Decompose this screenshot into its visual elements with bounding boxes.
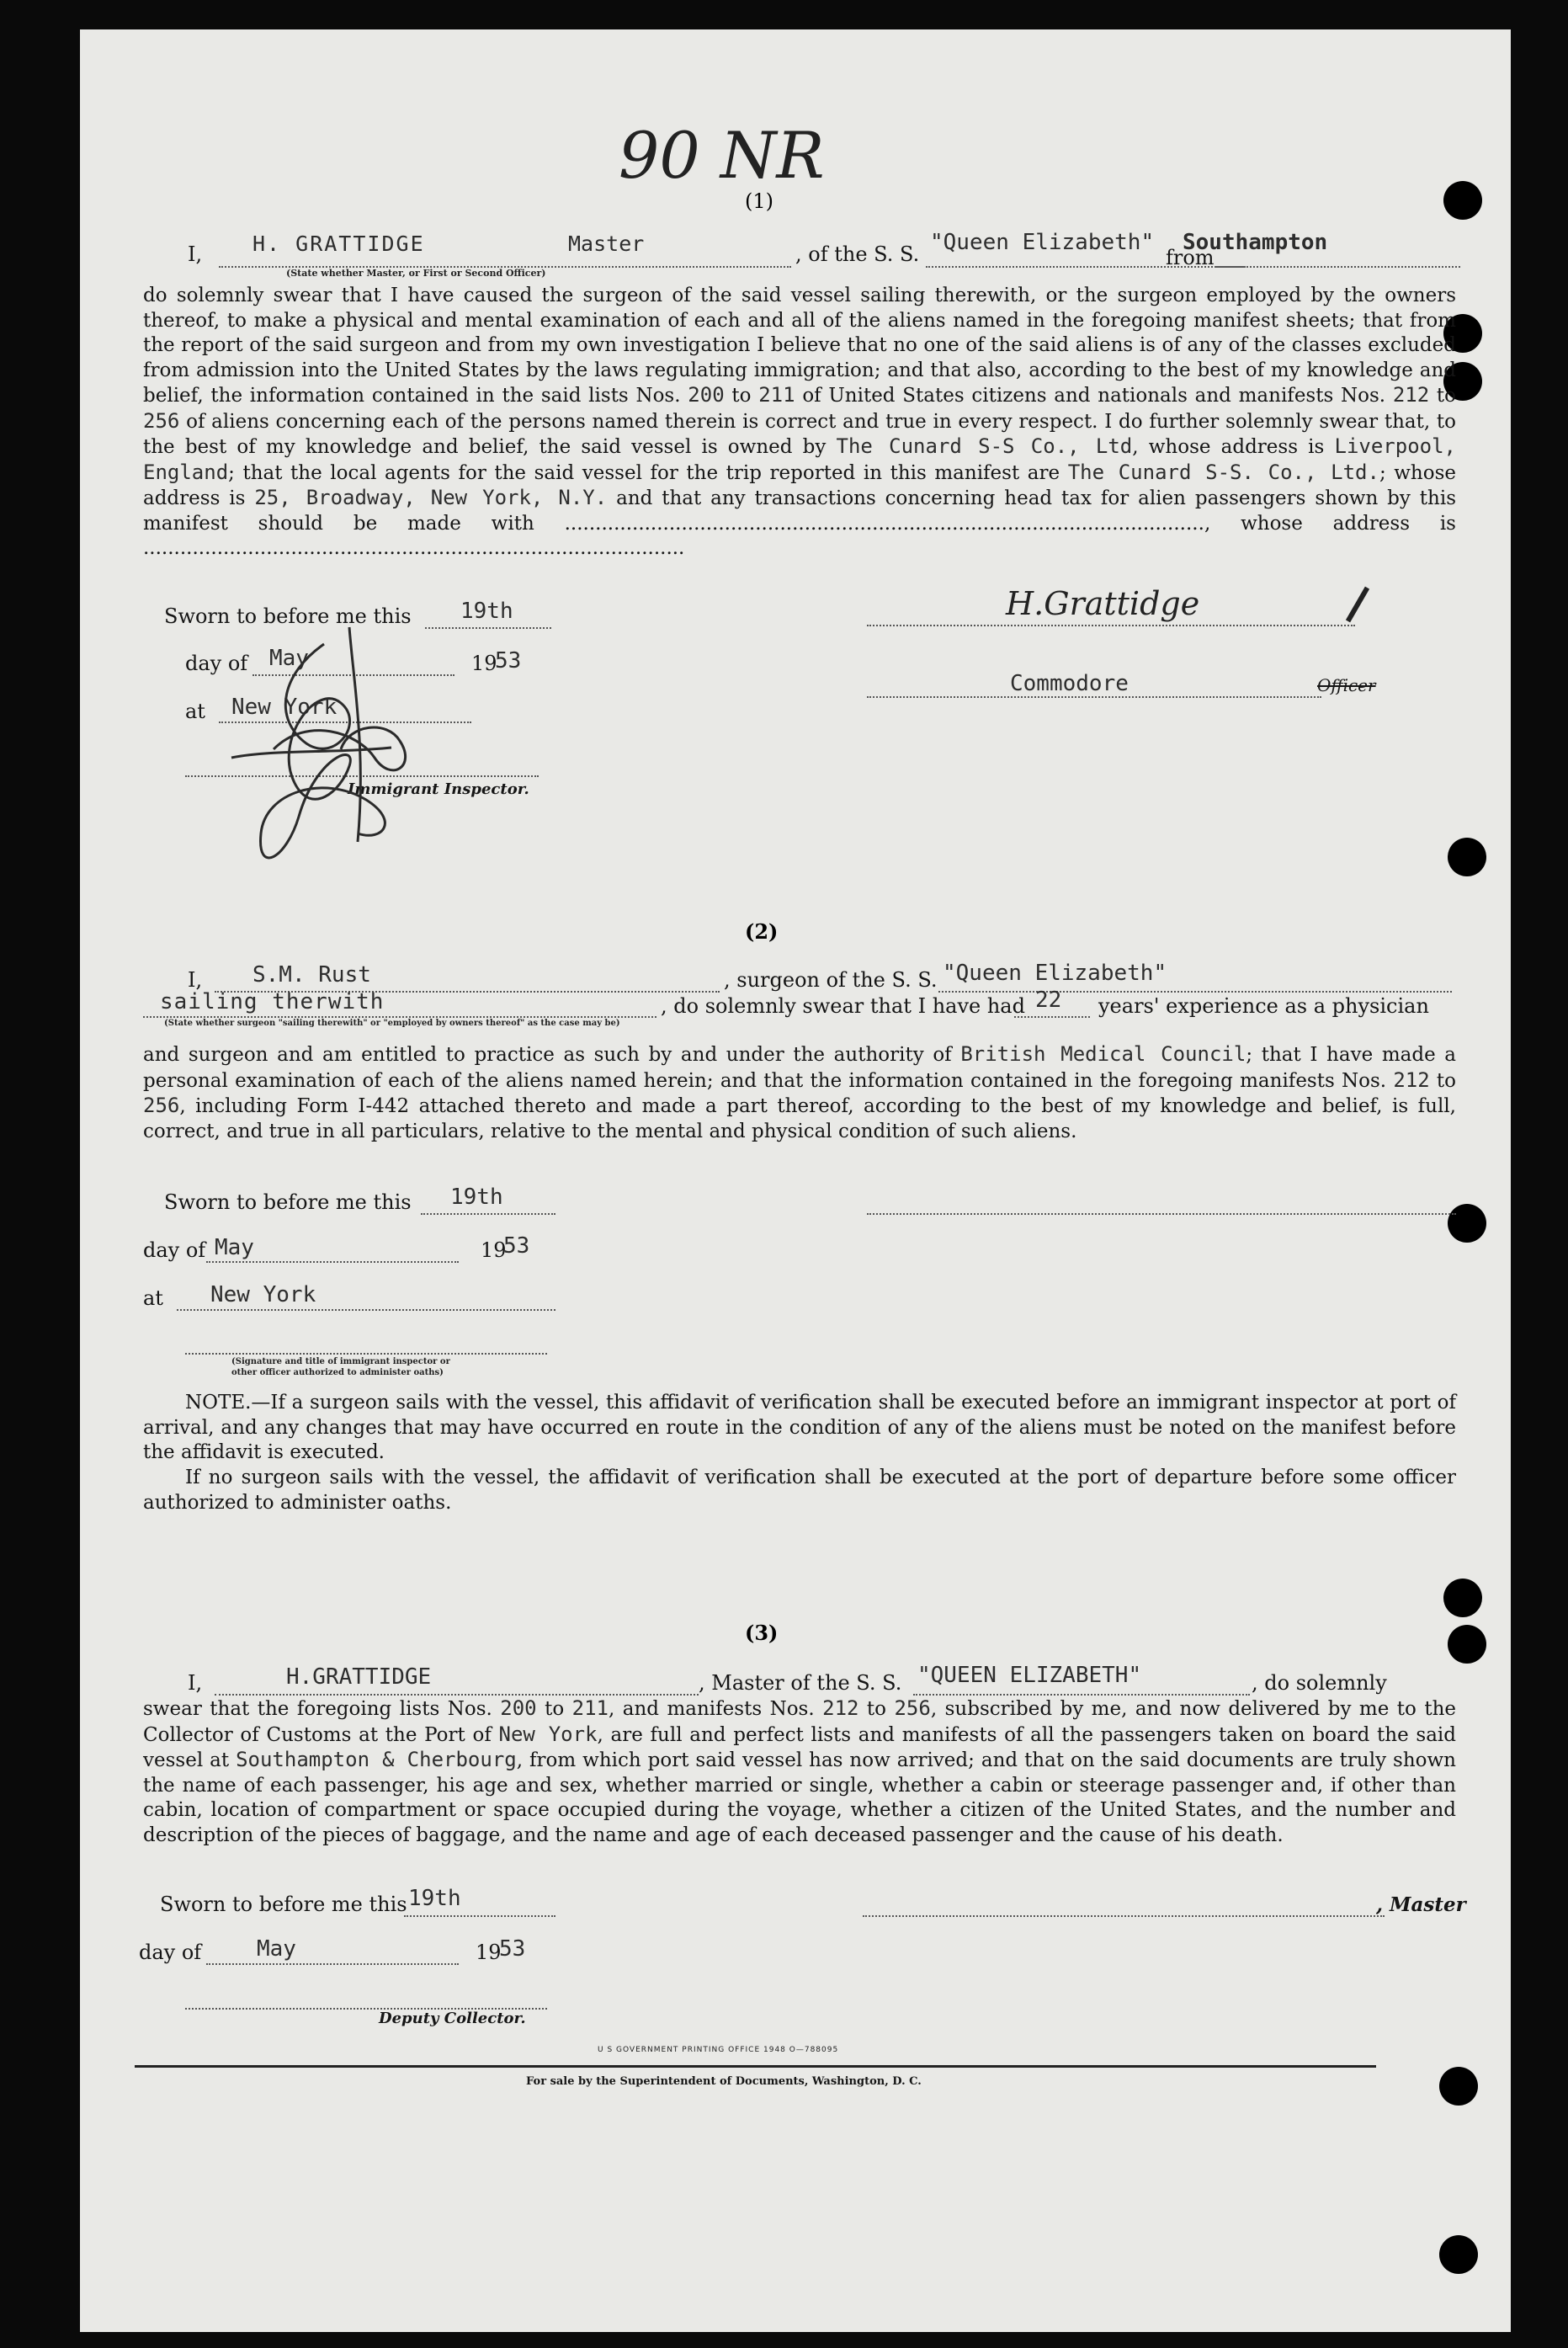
from-label: from <box>1166 246 1215 269</box>
surgeon-name: S.M. Rust <box>252 962 371 988</box>
day-of-label: day of <box>139 1941 202 1964</box>
i-label: I, <box>188 1671 203 1695</box>
sworn-label: Sworn to before me this <box>164 604 412 628</box>
year-prefix: 19 <box>481 1238 507 1262</box>
sworn-day: 19th <box>408 1886 461 1911</box>
month: May <box>215 1235 254 1260</box>
pen-mark <box>1346 587 1369 623</box>
sworn-day: 19th <box>460 599 513 624</box>
month: May <box>269 646 309 671</box>
year-prefix: 19 <box>471 652 497 675</box>
ship-name: "QUEEN ELIZABETH" <box>917 1663 1142 1688</box>
years-label: years' experience as a physician <box>1098 994 1429 1018</box>
sworn-label: Sworn to before me this <box>164 1190 412 1214</box>
surgeon-ship: "Queen Elizabeth" <box>943 961 1167 986</box>
day-of-label: day of <box>185 652 248 675</box>
section2-paragraph: and surgeon and am entitled to practice as such by and under the authority of British Medical Council; that I have made a personal examination of each of the aliens named herein; and that the information contained in the foregoing manifests Nos. 212 to 256, including Form I-442 attached thereto and made a part thereof, according to the best of my knowledge and belief, is full, correct, and true in all particulars, relative to the mental and physical condition of such aliens. <box>143 1042 1457 1142</box>
year-suffix: 53 <box>499 1936 526 1962</box>
officer-label: Officer <box>1317 675 1376 695</box>
section-number: (1) <box>745 189 773 213</box>
master-name: H. GRATTIDGE <box>252 232 425 256</box>
year-suffix: 53 <box>503 1233 530 1259</box>
gpo-line: U S GOVERNMENT PRINTING OFFICE 1948 O—788095 <box>598 2046 839 2054</box>
master-rank: Master <box>568 232 645 256</box>
month: May <box>257 1936 296 1962</box>
place: New York <box>231 695 338 720</box>
signer-title: Commodore <box>1010 671 1129 696</box>
master-signature: H.Grattidge <box>1006 585 1200 622</box>
i-label: I, <box>188 968 203 992</box>
inspector-signature <box>223 623 501 901</box>
swear-label: , do solemnly swear that I have had <box>661 994 1025 1018</box>
collector-caption: Deputy Collector. <box>379 2010 526 2027</box>
sailing-status: sailing therwith <box>160 989 385 1014</box>
master-name: H.GRATTIDGE <box>286 1664 432 1690</box>
sig-caption-1: (Signature and title of immigrant inspector or <box>231 1357 450 1366</box>
place: New York <box>210 1282 316 1307</box>
section3-paragraph: swear that the foregoing lists Nos. 200 to 211, and manifests Nos. 212 to 256, subscribed by me, and now delivered by me to the Collector of Customs at the Port of New York, are full and perfect lists and manifests of all the passengers taken on board the said vessel at Southampton & Cherbourg, from which port said vessel has now arrived; and that on the said documents are truly shown the name of each passenger, his age and sex, whether married or single, whether a cabin or steerage passenger and, if other than cabin, location of compartment or space occupied during the voyage, whether a citizen of the United States, and the number and description of the pieces of baggage, and the name and age of each deceased passenger and the cause of his death. <box>143 1696 1457 1846</box>
name-caption: (State whether Master, or First or Second Officer) <box>286 268 546 279</box>
master-label: , Master <box>1376 1893 1466 1916</box>
sworn-day: 19th <box>450 1185 503 1210</box>
inspector-caption: Immigrant Inspector. <box>348 780 529 798</box>
punch-hole <box>1448 1204 1486 1243</box>
master-of-label: , Master of the S. S. <box>699 1671 902 1695</box>
sale-line: For sale by the Superintendent of Documents, Washington, D. C. <box>526 2075 922 2088</box>
punch-hole <box>1439 2067 1478 2106</box>
section-number: (2) <box>745 919 779 944</box>
note-paragraph-2: If no surgeon sails with the vessel, the affidavit of verification shall be executed at the port of departure before some officer authorized to administer oaths. <box>143 1467 1456 1514</box>
at-label: at <box>143 1286 163 1310</box>
ship-name: "Queen Elizabeth" <box>930 230 1155 255</box>
at-label: at <box>185 700 205 723</box>
of-the-ss-label: , of the S. S. <box>795 242 920 266</box>
section-number: (3) <box>745 1621 779 1645</box>
punch-hole <box>1443 1579 1482 1617</box>
solemnly-label: , do solemnly <box>1252 1671 1387 1695</box>
affidavit-page <box>80 29 1511 2332</box>
punch-hole <box>1448 838 1486 876</box>
handwritten-note: 90 NR <box>619 118 825 193</box>
punch-hole <box>1443 181 1482 220</box>
sworn-label: Sworn to before me this <box>160 1893 407 1916</box>
years-experience: 22 <box>1035 988 1062 1013</box>
sailing-caption: (State whether surgeon "sailing therewith" or "employed by owners thereof" as the case may be) <box>164 1019 620 1028</box>
section1-paragraph: do solemnly swear that I have caused the surgeon of the said vessel sailing therewith, or the surgeon employed by the owners thereof, to make a physical and mental examination of each and all of the aliens named in the foregoing manifest sheets; that from the report of the said surgeon and from my own investigation I believe that no one of the said aliens is of any of the classes excluded from admission into the United States by the laws regulating immigration; and that also, according to the best of my knowledge and belief, the information contained in the said lists Nos. 200 to 211 of United States citizens and nationals and manifests Nos. 212 to 256 of aliens concerning each of the persons named therein is correct and true in every respect. I do further solemnly swear that, to the best of my knowledge and belief, the said vessel is owned by The Cunard S-S Co., Ltd, whose address is Liverpool, England; that the local agents for the said vessel for the trip reported in this manifest are The Cunard S-S. Co., Ltd.; whose address is 25, Broadway, New York, N.Y. and that any transactions concerning head tax for alien passengers shown by this manifest should be made with ........................................................................................................, whose address is ........................................................................................ <box>143 285 1457 559</box>
year-suffix: 53 <box>495 648 522 674</box>
year-prefix: 19 <box>476 1941 502 1964</box>
punch-hole <box>1439 2235 1478 2274</box>
surgeon-of-label: , surgeon of the S. S. <box>724 968 938 992</box>
from-port: Southampton <box>1183 230 1328 255</box>
i-label: I, <box>188 242 203 266</box>
sig-caption-2: other officer authorized to administer oaths) <box>231 1368 444 1377</box>
punch-hole <box>1448 1625 1486 1664</box>
note-paragraph: NOTE.—If a surgeon sails with the vessel, this affidavit of verification shall be executed before an immigrant inspector at port of arrival, and any changes that may have occurred en route in the condition of any of the aliens must be noted on the manifest before the affidavit is executed. <box>143 1392 1456 1463</box>
day-of-label: day of <box>143 1238 206 1262</box>
